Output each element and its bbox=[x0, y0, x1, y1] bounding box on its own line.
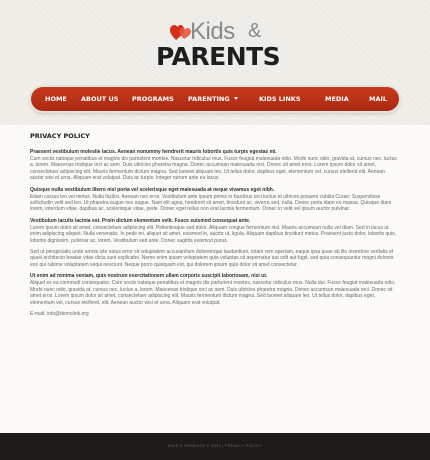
email-label: E-mail: bbox=[30, 310, 46, 317]
paragraph-body: Etiam cursus leo vel metus. Nulla facilisi. Aenean nec eros. Vestibulum ante ipsum primis in faucibus orci luctus et ultrices posuere cubilia Curae; Suspendisse sollicitudin velit sed leo. Ut pharetra augue nec augue. Nam elit agna, hendrerit sit amet, tincidunt ac, viverra sed, nulla. Donec porta diam eu massa. Quisque diam lorem, interdum vitae, dapibus ac, scelerisque vitae, pede. Donec eget tellus non erat lacinia fermentum. Donec in velit vel ipsum auctor pulvinar. bbox=[30, 193, 392, 213]
paragraph-lead: Vestibulum iaculis lacinia est. Proin dictum elementum velit. Fusce euismod consequat ante. bbox=[30, 217, 251, 224]
nav-item-kids-links[interactable]: KIDS LINKS bbox=[259, 95, 301, 103]
paragraph-4 bbox=[30, 249, 400, 268]
paragraph-lead: Ut enim ad minima veniam, quis nostrum exercitationem ullam corporis suscipit laboriosam, nisi ut. bbox=[30, 273, 268, 280]
nav-item-programs[interactable]: PROGRAMS bbox=[132, 95, 174, 103]
contact-email bbox=[30, 311, 400, 318]
paragraph-2 bbox=[30, 187, 400, 213]
nav-item-mail[interactable]: MAIL bbox=[369, 95, 388, 103]
footer bbox=[0, 433, 430, 460]
chevron-down-icon[interactable] bbox=[234, 97, 238, 100]
paragraph-body: Cum sociis natoque penatibus et magnis dis parturient montes. Nascetur ridiculus mus. Fusce feugiat malesuada odio. Morbi nunc odio, gravida at, cursus nec, luctus a, lorem. Maecenas tristique orci ac sem. Duis ultricies pharetra magna. Donec accumsan malesuada orci. Donec sit amet eros. Lorem ipsum dolor sit amet, consectetuer adipiscing elit. Mauris fermentum dictum magna. Sed laoreet aliquam leo. Ut tellus dolor, dapibus eget, elementum vel, cursus eleifend elit. Aenean auctor wisi et urna. Aliquam erat volutpat. Duis ac turpis. Integer rutrum ante eu lacus. bbox=[30, 156, 397, 182]
site-logo[interactable] bbox=[156, 20, 286, 70]
paragraph-lead: Praesent vestibulum molestie lacus. Aenean nonummy hendrerit mauris lobortis quis turpis egestas mi. bbox=[30, 149, 277, 155]
nav-item-parenting[interactable]: PARENTING bbox=[188, 95, 230, 103]
logo-kids-text: Kids bbox=[190, 18, 235, 45]
nav-item-media[interactable]: MEDIA bbox=[325, 95, 349, 103]
logo-ampersand: & bbox=[248, 20, 262, 42]
hearts-icon bbox=[170, 24, 192, 42]
logo-parents-text: PARENTS bbox=[156, 42, 281, 71]
paragraph-body: Aliquid ex ea commodi consequatur. Cum sociis natoque penatibus et magnis dis parturient montes, nascetur ridiculus mus. Nulla dui. Fusce feugiat malesuada odio. Morbi nunc odio, gravida at, cursus nec, luctus a, lorem. Maecenas tristique orci ac sem. Duis ultricies pharetra magna. Donec accumsan malesuada orci. Donec sit amet eros. Lorem ipsum dolor sit amet, consectetuer adipiscing elit. Mauris fermentum dictum magna. Sed laoreet aliquam leo. Ut tellus dolor, dapibus eget, elementum vel, cursus eleifend, elit. Aenean auctor wisi et urna. Aliquam erat volutpat. bbox=[30, 280, 396, 306]
paragraph-3 bbox=[30, 218, 400, 244]
main-content bbox=[30, 132, 400, 318]
nav-item-about-us[interactable]: ABOUT US bbox=[81, 95, 119, 103]
paragraph-lead: Quisque nulla vestibulum libero nisl porta vel scelerisque eget malesuada at neque vivamus eget nibh. bbox=[30, 186, 275, 193]
paragraph-body: Sed ut perspiciatis unde omnis iste natus error sit voluptatem accusantium doloremque laudantium, totam rem aperiam, eaque ipsa quae ab illo inventore veritatis et quasi architecto beatae vitae dicta sunt explicabo. Nemo enim ipsam voluptatem quia voluptas sit aspernatur aut odit aut fugit, sed quia consequuntur magni dolores eos qui ratione voluptatem sequi nesciunt. Neque porro quisquam est, qui dolorem ipsum quia dolor sit amet consectetur. bbox=[30, 249, 394, 268]
footer-copyright: KIDS & PARENTS © 2011 | PRIVACY POLICY bbox=[167, 443, 263, 448]
paragraph-5 bbox=[30, 273, 400, 306]
email-link[interactable]: info@demolink.org bbox=[46, 310, 89, 317]
paragraph-body: Lorem ipsum dolor sit amet, consectetuer adipiscing elit. Pellentesque sed dolor. Aliquam congue fermentum nisl. Mauris accumsan nulla vel diam. Sed in lacus ut enim adipiscing aliquet. Nulla venenatis. In pede mi, aliquet sit amet, euismod in, auctor ut, ligula. Aliquam dapibus tincidunt metus. Praesent justo dolor, lobortis quis, lobortis dignissim, pulvinar ac, lorem. Vestibulum sed ante. Donec sagittis euismod purus. bbox=[30, 224, 397, 244]
paragraph-1 bbox=[30, 149, 400, 182]
main-navigation bbox=[31, 87, 399, 111]
page-title: PRIVACY POLICY bbox=[30, 132, 90, 140]
nav-item-home[interactable]: HOME bbox=[45, 95, 67, 103]
